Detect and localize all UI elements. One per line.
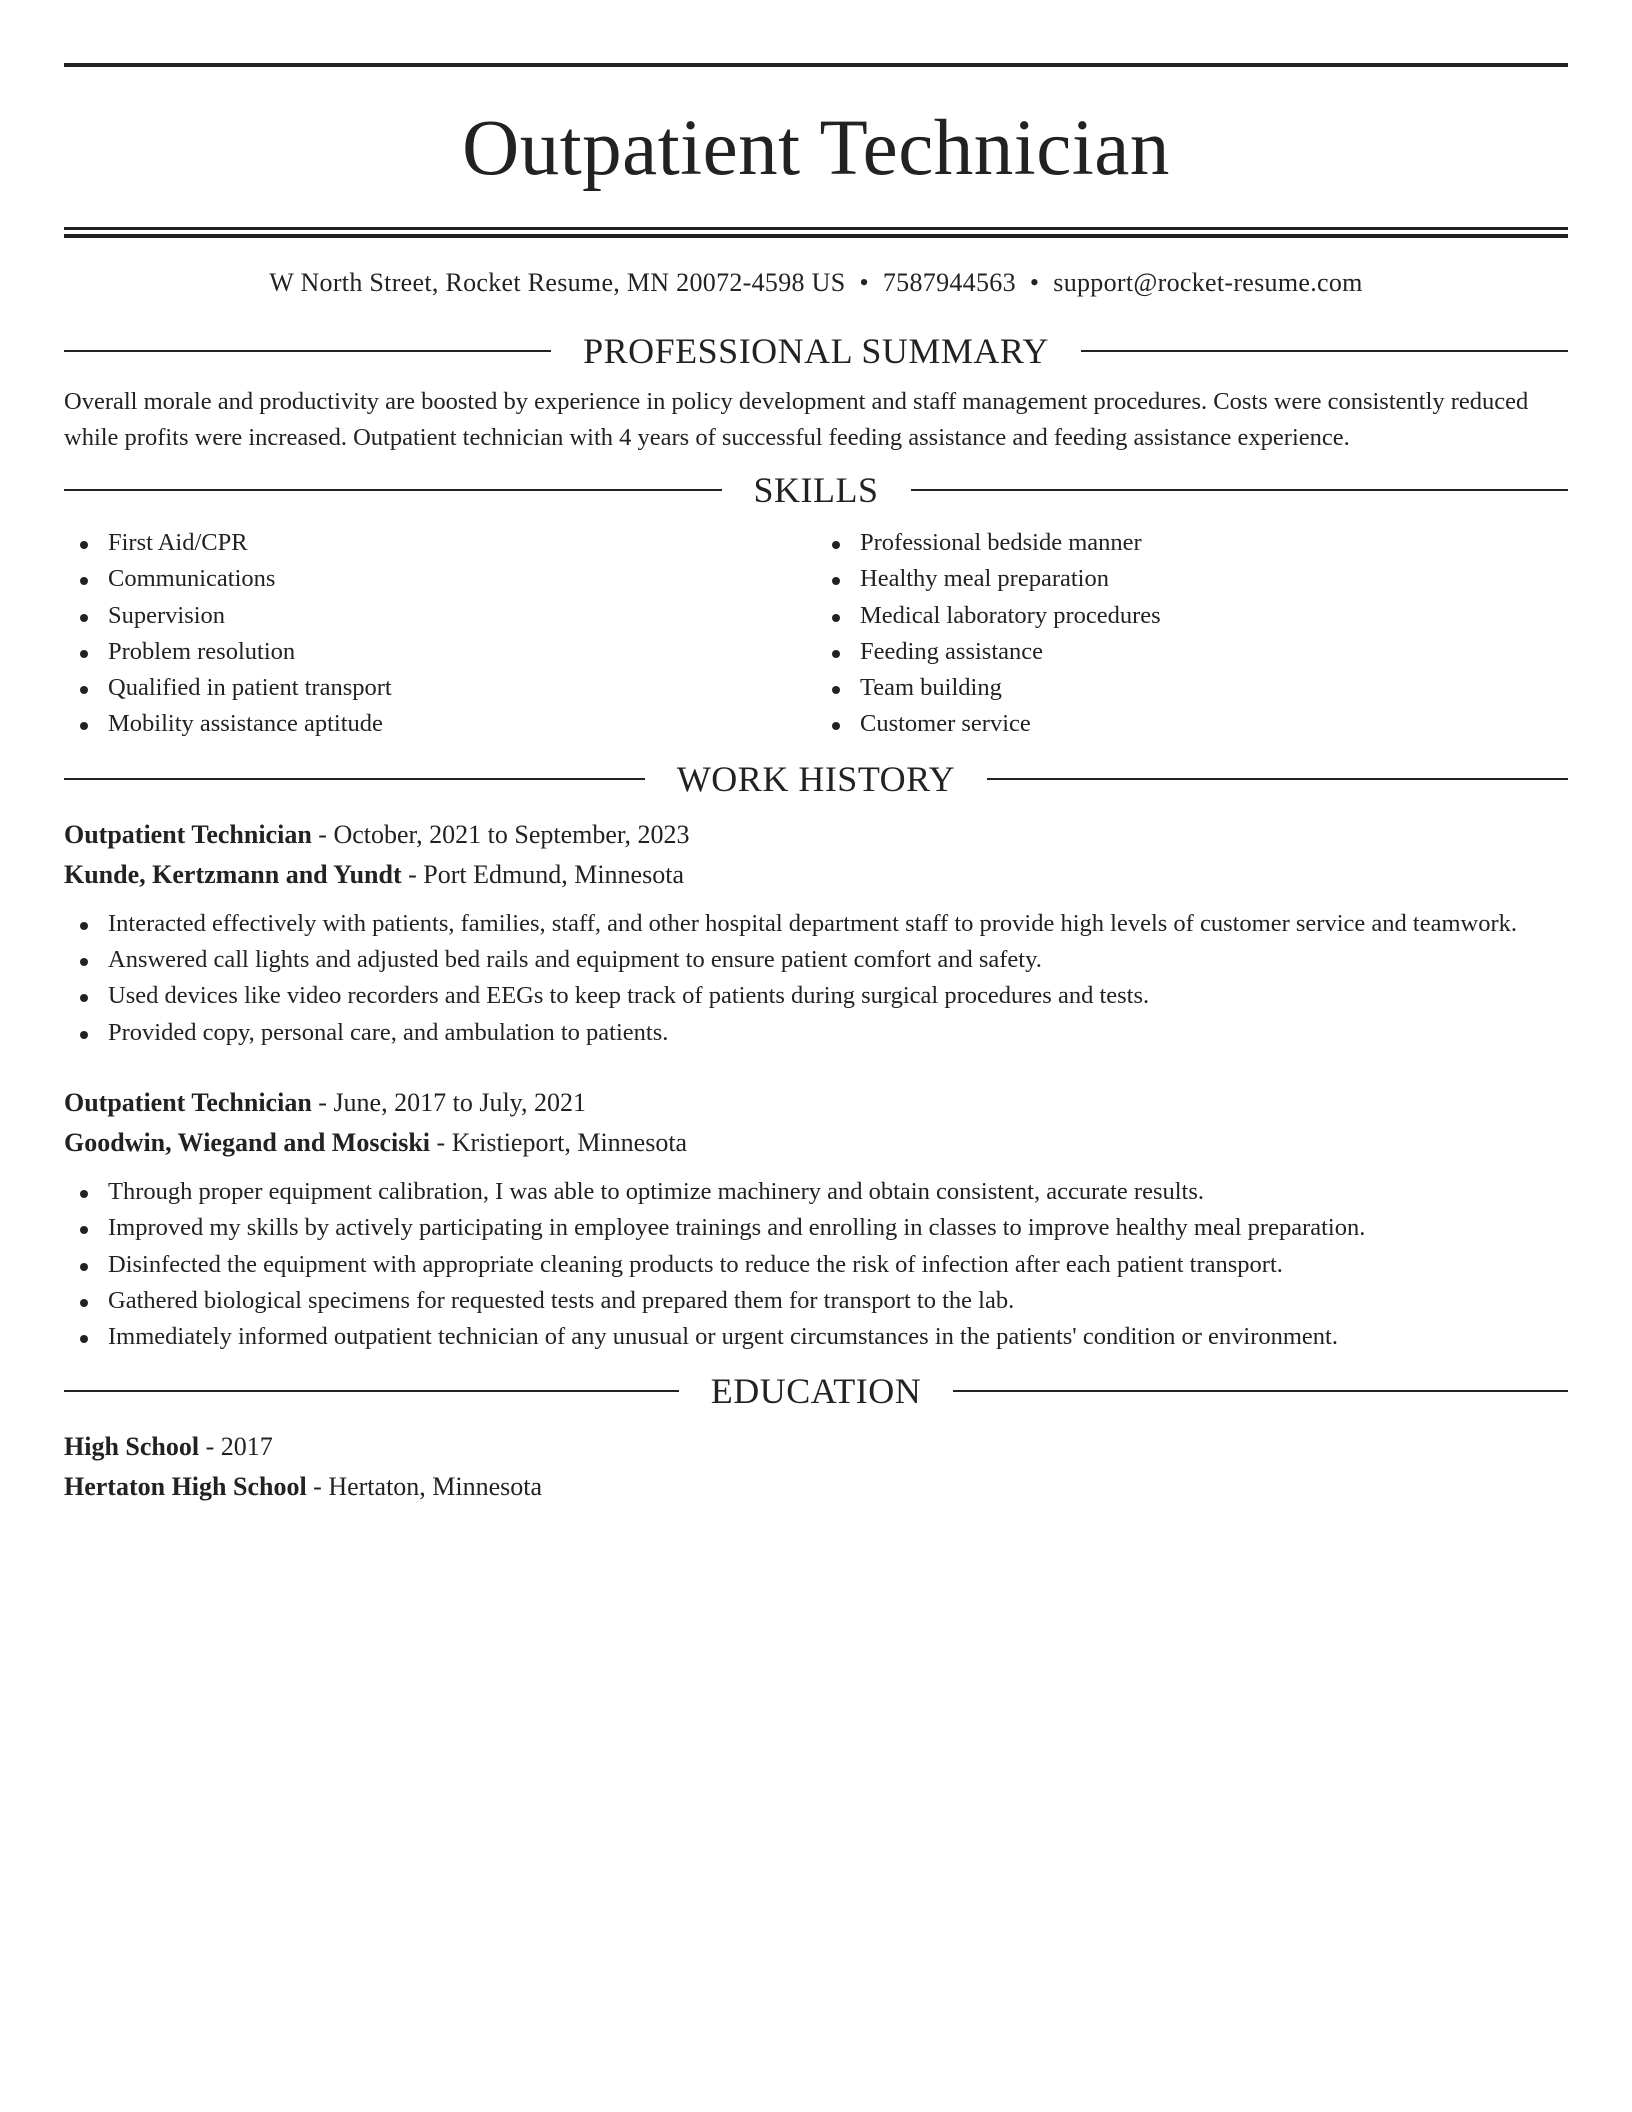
job-bullet: Through proper equipment calibration, I was able to optimize machinery and obtain consistent, accurate results. bbox=[64, 1174, 1568, 1210]
job-bullet: Provided copy, personal care, and ambulation to patients. bbox=[64, 1015, 1568, 1051]
skills-list-right bbox=[816, 525, 1568, 743]
skills-columns bbox=[64, 525, 1568, 743]
skill-item: Healthy meal preparation bbox=[816, 561, 1568, 597]
education-section-title: EDUCATION bbox=[710, 1371, 922, 1412]
section-rule-left bbox=[64, 778, 645, 780]
job-bullet: Improved my skills by actively participating in employee trainings and enrolling in classes to improve healthy meal preparation. bbox=[64, 1210, 1568, 1246]
section-rule-right bbox=[1081, 350, 1568, 352]
header-top-rule bbox=[64, 63, 1568, 67]
summary-section-title: PROFESSIONAL SUMMARY bbox=[583, 331, 1049, 371]
section-rule-right bbox=[911, 489, 1569, 491]
skill-item: Mobility assistance aptitude bbox=[64, 706, 816, 742]
job-location: - Port Edmund, Minnesota bbox=[401, 859, 684, 889]
education-section-header bbox=[64, 1371, 1568, 1411]
section-rule-left bbox=[64, 1390, 679, 1392]
skill-item: Problem resolution bbox=[64, 634, 816, 670]
work-section-title: WORK HISTORY bbox=[676, 758, 956, 799]
summary-section-header bbox=[64, 331, 1568, 371]
contact-email: support@rocket-resume.com bbox=[1053, 268, 1363, 297]
contact-address: W North Street, Rocket Resume, MN 20072-4598 US bbox=[269, 268, 846, 297]
job-bullets bbox=[64, 906, 1568, 1051]
job-bullet: Gathered biological specimens for requested tests and prepared them for transport to the lab. bbox=[64, 1283, 1568, 1319]
job-role: Outpatient Technician bbox=[64, 1087, 312, 1117]
section-rule-right bbox=[953, 1390, 1568, 1392]
job-bullet: Used devices like video recorders and EEGs to keep track of patients during surgical procedures and tests. bbox=[64, 978, 1568, 1014]
job-bullet: Immediately informed outpatient technician of any unusual or urgent circumstances in the patients' condition or environment. bbox=[64, 1319, 1568, 1355]
education-location: - Hertaton, Minnesota bbox=[306, 1472, 543, 1502]
skills-list-left bbox=[64, 525, 816, 743]
job-employer-line bbox=[64, 1123, 1568, 1163]
job-dates: - June, 2017 to July, 2021 bbox=[311, 1087, 586, 1117]
skill-item: Communications bbox=[64, 561, 816, 597]
job-location: - Kristieport, Minnesota bbox=[430, 1127, 688, 1157]
job-title-line bbox=[64, 815, 1568, 855]
job-bullet: Answered call lights and adjusted bed rails and equipment to ensure patient comfort and safety. bbox=[64, 942, 1568, 978]
section-rule-left bbox=[64, 489, 722, 491]
summary-text: Overall morale and productivity are boosted by experience in policy development and staff management procedures. Costs were consistently reduced while profits were increased. Outpatient technician with 4 years of successful feeding assistance and feeding assistance experience. bbox=[64, 388, 1529, 451]
skill-item: Supervision bbox=[64, 598, 816, 634]
education-year: - 2017 bbox=[199, 1432, 273, 1462]
skill-item: Customer service bbox=[816, 706, 1568, 742]
skill-item: Medical laboratory procedures bbox=[816, 598, 1568, 634]
work-section-header bbox=[64, 759, 1568, 799]
job-bullets bbox=[64, 1174, 1568, 1355]
section-rule-left bbox=[64, 350, 551, 352]
education-entry bbox=[64, 1427, 1568, 1507]
skill-item: Professional bedside manner bbox=[816, 525, 1568, 561]
education-school-line bbox=[64, 1467, 1568, 1507]
job-dates: - October, 2021 to September, 2023 bbox=[311, 819, 690, 849]
job-employer-line bbox=[64, 855, 1568, 895]
job-bullet: Disinfected the equipment with appropriate cleaning products to reduce the risk of infection after each patient transport. bbox=[64, 1247, 1568, 1283]
header-double-rule bbox=[64, 227, 1568, 238]
contact-separator: • bbox=[1029, 268, 1040, 297]
contact-phone: 7587944563 bbox=[882, 268, 1016, 297]
skill-item: Qualified in patient transport bbox=[64, 670, 816, 706]
job-bullet: Interacted effectively with patients, families, staff, and other hospital department staff to provide high levels of customer service and teamwork. bbox=[64, 906, 1568, 942]
skills-section-title: SKILLS bbox=[753, 470, 879, 510]
education-degree: High School bbox=[64, 1432, 200, 1462]
skill-item: Team building bbox=[816, 670, 1568, 706]
job-entry bbox=[64, 1083, 1568, 1355]
skill-item: Feeding assistance bbox=[816, 634, 1568, 670]
resume-name: Outpatient Technician bbox=[462, 105, 1170, 192]
education-school: Hertaton High School bbox=[64, 1472, 307, 1502]
job-title-line bbox=[64, 1083, 1568, 1123]
job-employer: Kunde, Kertzmann and Yundt bbox=[64, 859, 402, 889]
skill-item: First Aid/CPR bbox=[64, 525, 816, 561]
education-degree-line bbox=[64, 1427, 1568, 1467]
section-rule-right bbox=[987, 778, 1568, 780]
contact-line bbox=[64, 266, 1568, 300]
job-entry bbox=[64, 815, 1568, 1051]
contact-separator: • bbox=[859, 268, 869, 297]
skills-section-header bbox=[64, 470, 1568, 510]
job-role: Outpatient Technician bbox=[64, 819, 312, 849]
job-employer: Goodwin, Wiegand and Mosciski bbox=[64, 1127, 431, 1157]
